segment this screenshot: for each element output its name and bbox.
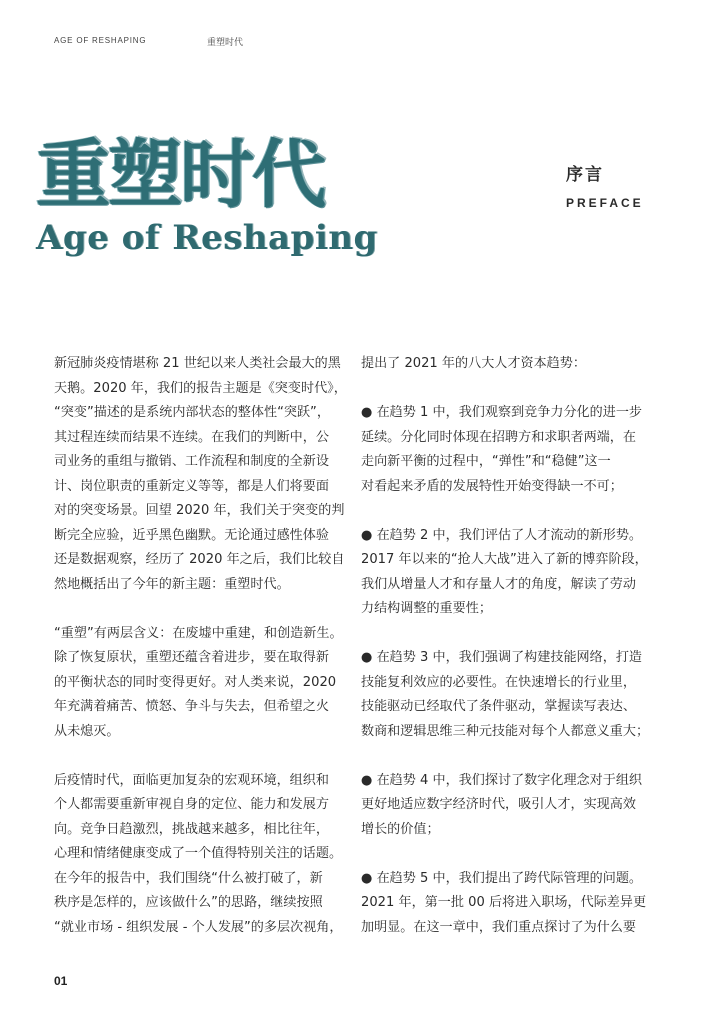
text-line: ● 在趋势 5 中，我们提出了跨代际管理的问题。	[361, 870, 643, 886]
text-line: 秩序是怎样的，应该做什么”的思路，继续按照	[54, 895, 323, 910]
text-line: “突变”描述的是系统内部状态的整体性“突跃”，	[54, 405, 330, 420]
page-title-cn: 重塑时代	[36, 132, 324, 218]
paragraph	[361, 352, 651, 377]
text-line: 司业务的重组与撤销、工作流程和制度的全新设	[54, 454, 329, 469]
text-line: 从未熄灭。	[54, 723, 120, 739]
text-line: 延续。分化同时体现在招聘方和求职者两端，在	[361, 429, 636, 445]
text-line: 在今年的报告中，我们围绕“什么被打破了，新	[54, 870, 323, 886]
section-heading-en: PREFACE	[566, 196, 644, 210]
paragraph	[54, 352, 347, 597]
text-line: 年充满着痛苦、愤怒、争斗与失去，但希望之火	[54, 699, 329, 714]
text-line: 个人都需要重新审视自身的定位、能力和发展方	[54, 797, 329, 812]
text-line: “就业市场 - 组织发展 - 个人发展”的多层次视角，	[54, 919, 343, 935]
text-line: 对的突变场景。回望 2020 年，我们关于突变的判	[54, 503, 345, 518]
text-line: 新冠肺炎疫情堪称 21 世纪以来人类社会最大的黑	[54, 356, 341, 371]
text-line: ● 在趋势 2 中，我们评估了人才流动的新形势。	[361, 527, 643, 543]
page-number: 01	[54, 974, 68, 988]
running-header-title-cn: 重塑时代	[207, 38, 244, 48]
text-line: 向。竞争日趋激烈，挑战越来越多，相比往年，	[54, 821, 329, 837]
text-line: 力结构调整的重要性；	[361, 601, 492, 616]
text-line: 加明显。在这一章中，我们重点探讨了为什么要	[361, 919, 636, 935]
text-line: 我们从增量人才和存量人才的角度，解读了劳动	[361, 576, 636, 592]
right-column	[361, 352, 651, 965]
text-line: 增长的价值；	[361, 821, 440, 837]
text-line: ● 在趋势 4 中，我们探讨了数字化理念对于组织	[361, 772, 643, 788]
text-line: 计、岗位职责的重新定义等等，都是人们将要面	[54, 478, 329, 494]
text-line: ● 在趋势 1 中，我们观察到竞争力分化的进一步	[361, 405, 643, 420]
text-line: 心理和情绪健康变成了一个值得特别关注的话题。	[54, 846, 343, 861]
text-line: 技能复利效应的必要性。在快速增长的行业里，	[361, 674, 636, 690]
text-line: 其过程连续而结果不连续。在我们的判断中，公	[54, 429, 329, 445]
paragraph	[361, 524, 651, 622]
text-line: 然地概括出了今年的新主题：重塑时代。	[54, 576, 290, 592]
paragraph	[361, 867, 651, 941]
text-line: 后疫情时代，面临更加复杂的宏观环境，组织和	[54, 772, 329, 788]
text-line: 提出了 2021 年的八大人才资本趋势：	[361, 356, 586, 371]
paragraph	[54, 622, 343, 745]
text-line: ● 在趋势 3 中，我们强调了构建技能网络，打造	[361, 650, 643, 665]
page-title-en: Age of Reshaping	[36, 218, 378, 258]
paragraph	[361, 646, 651, 744]
text-line: “重塑”有两层含义：在废墟中重建，和创造新生。	[54, 625, 343, 641]
text-line: 断完全应验，近乎黑色幽默。无论通过感性体验	[54, 527, 329, 543]
text-line: 除了恢复原状，重塑还蕴含着进步，要在取得新	[54, 650, 329, 665]
paragraph	[54, 769, 343, 941]
text-line: 还是数据观察，经历了 2020 年之后，我们比较自	[54, 552, 345, 567]
text-line: 2021 年，第一批 00 后将进入职场，代际差异更	[361, 895, 647, 910]
text-line: 的平衡状态的同时变得更好。对人类来说，2020	[54, 674, 337, 690]
text-line: 更好地适应数字经济时代，吸引人才，实现高效	[361, 797, 636, 812]
left-column	[54, 352, 347, 965]
text-line: 数商和逻辑思维三种元技能对每个人都意义重大；	[361, 723, 650, 739]
text-line: 技能驱动已经取代了条件驱动，掌握读写表达、	[361, 699, 636, 714]
title-block	[36, 132, 396, 288]
running-header-title: AGE OF RESHAPING	[54, 36, 147, 45]
paragraph	[361, 769, 651, 843]
paragraph	[361, 401, 651, 499]
text-line: 天鹅。2020 年，我们的报告主题是《突变时代》，	[54, 380, 347, 396]
section-heading-cn: 序言	[566, 165, 604, 185]
text-line: 走向新平衡的过程中，“弹性”和“稳健”这一	[361, 454, 611, 469]
text-line: 2017 年以来的“抢人大战”进入了新的博弈阶段，	[361, 552, 648, 567]
text-line: 对看起来矛盾的发展特性开始变得缺一不可；	[361, 478, 623, 494]
